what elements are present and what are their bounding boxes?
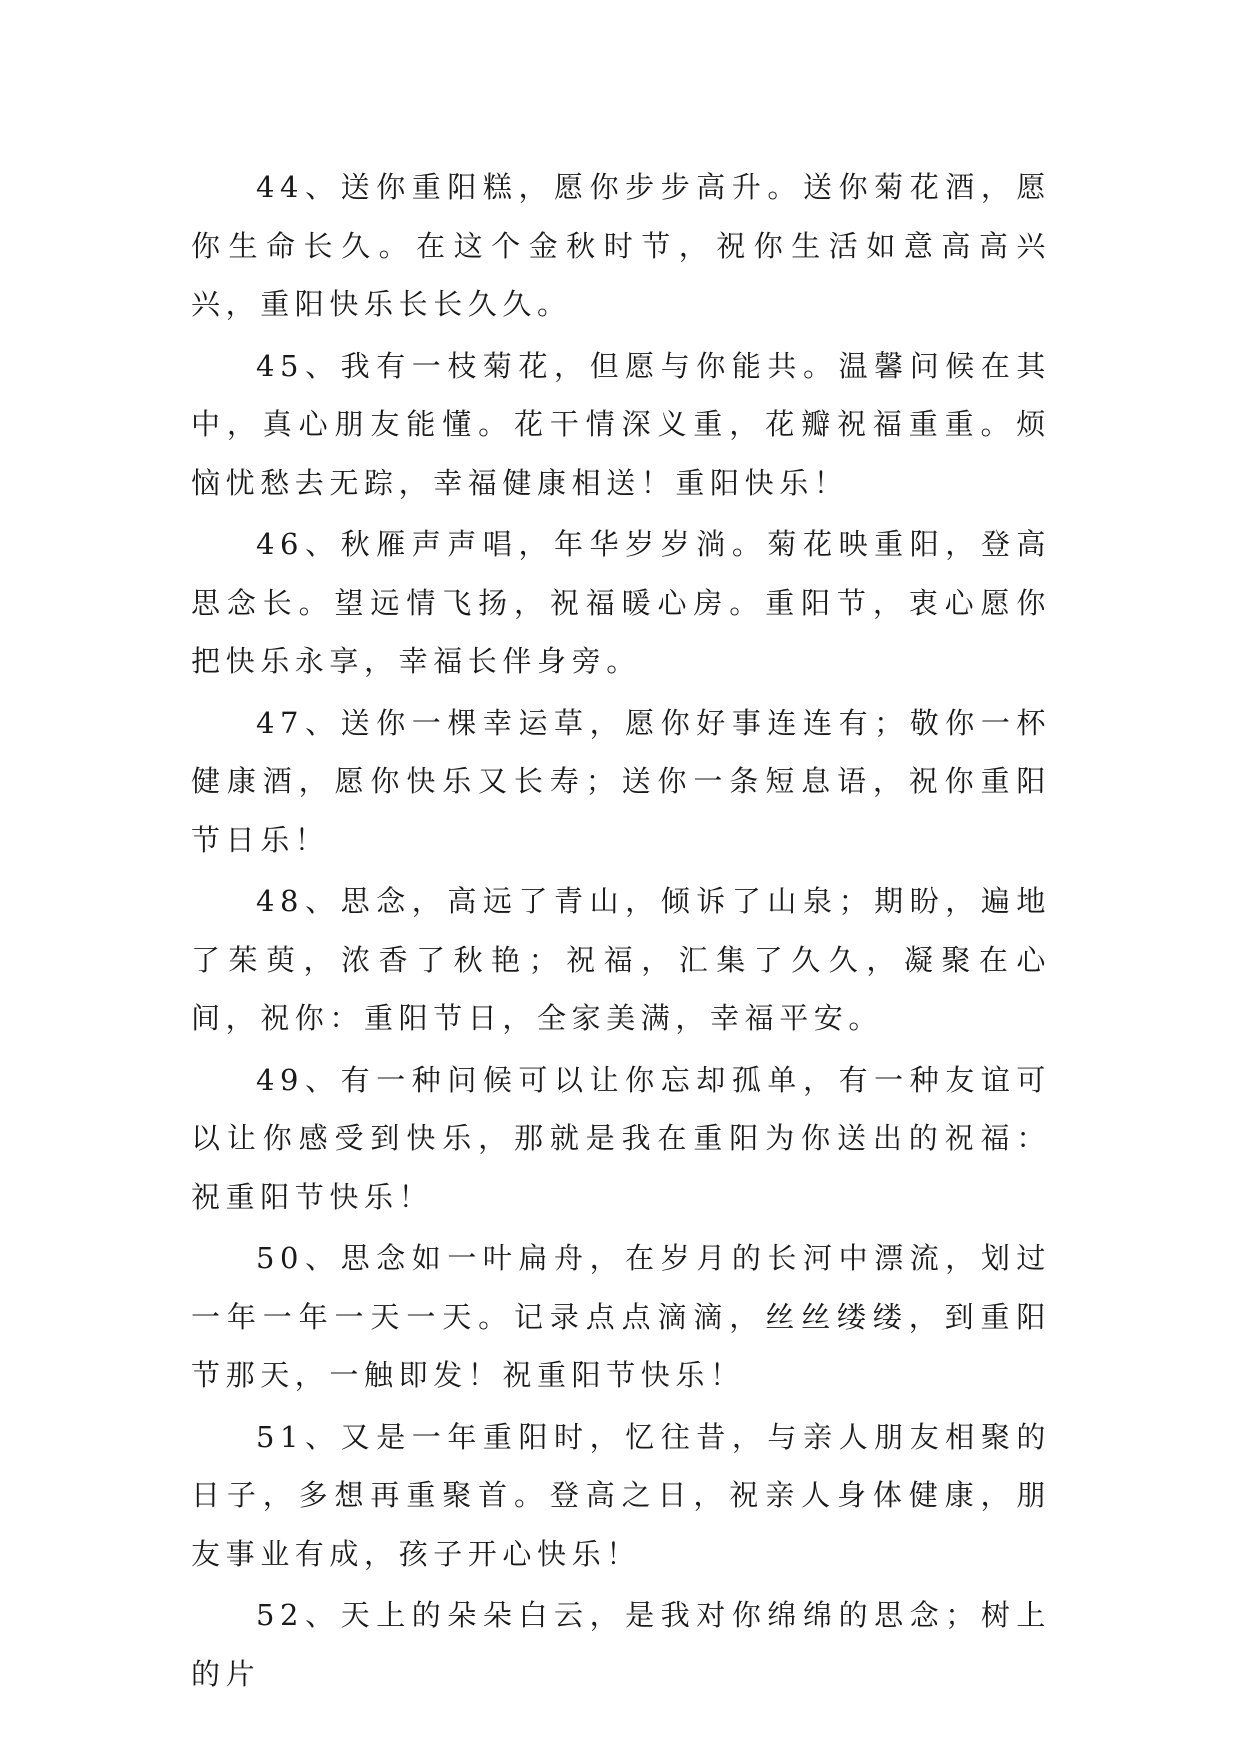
document-body: [191, 158, 1051, 1703]
paragraph-45: 45、我有一枝菊花，但愿与你能共。温馨问候在其中，真心朋友能懂。花干情深义重，花瓣祝福重重。烦恼忧愁去无踪，幸福健康相送！重阳快乐！: [191, 348, 1051, 500]
paragraph-51: 51、又是一年重阳时，忆往昔，与亲人朋友相聚的日子，多想再重聚首。登高之日，祝亲人身体健康，朋友事业有成，孩子开心快乐！: [191, 1419, 1051, 1571]
paragraph-44: 44、送你重阳糕，愿你步步高升。送你菊花酒，愿你生命长久。在这个金秋时节，祝你生活如意高高兴兴，重阳快乐长长久久。: [191, 170, 1051, 321]
paragraph-49: 49、有一种问候可以让你忘却孤单，有一种友谊可以让你感受到快乐，那就是我在重阳为你送出的祝福：祝重阳节快乐！: [191, 1062, 1051, 1214]
paragraph-47: 47、送你一棵幸运草，愿你好事连连有；敬你一杯健康酒，愿你快乐又长寿；送你一条短息语，祝你重阳节日乐！: [191, 705, 1051, 857]
paragraph-48: 48、思念，高远了青山，倾诉了山泉；期盼，遍地了茱萸，浓香了秋艳；祝福，汇集了久久，凝聚在心间，祝你：重阳节日，全家美满，幸福平安。: [191, 884, 1051, 1035]
paragraph-46: 46、秋雁声声唱，年华岁岁淌。菊花映重阳，登高思念长。望远情飞扬，祝福暖心房。重阳节，衷心愿你把快乐永享，幸福长伴身旁。: [191, 527, 1051, 678]
paragraph-52: 52、天上的朵朵白云，是我对你绵绵的思念；树上的片: [191, 1598, 1051, 1691]
paragraph-50: 50、思念如一叶扁舟，在岁月的长河中漂流，划过一年一年一天一天。记录点点滴滴，丝丝缕缕，到重阳节那天，一触即发！祝重阳节快乐！: [191, 1241, 1051, 1392]
